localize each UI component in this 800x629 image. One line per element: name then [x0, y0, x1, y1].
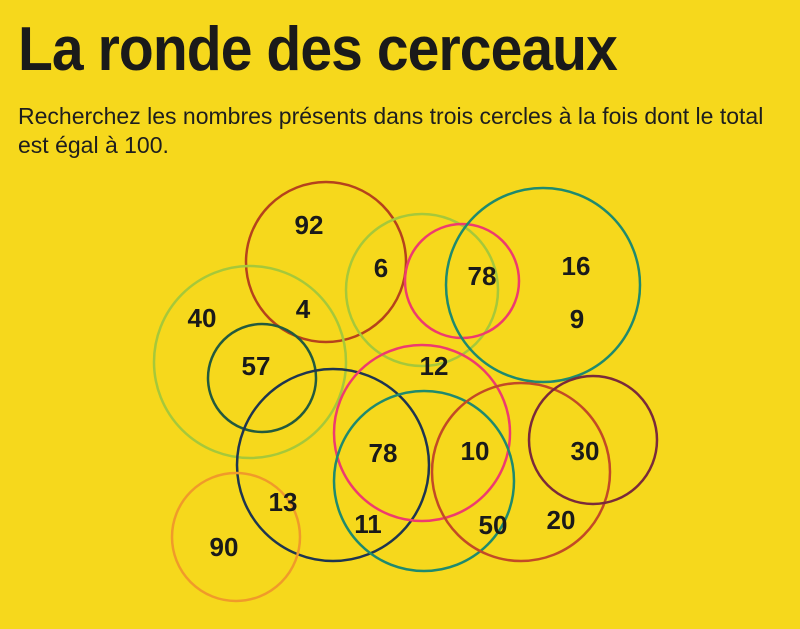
number-label: 13: [268, 487, 298, 517]
number-label: 4: [295, 294, 311, 324]
number-label: 30: [570, 436, 600, 466]
number-label: 10: [460, 436, 490, 466]
number-label: 40: [187, 303, 217, 333]
number-label: 78: [368, 438, 398, 468]
puzzle-title: La ronde des cerceaux: [18, 15, 617, 84]
puzzle-instructions: Recherchez les nombres présents dans trois cercles à la fois dont le total est égal à 100.: [18, 103, 764, 158]
circle-pink-top: [405, 224, 519, 338]
number-label: 20: [546, 505, 576, 535]
number-label: 57: [241, 351, 271, 381]
number-label: 90: [209, 532, 239, 562]
number-label: 9: [569, 304, 585, 334]
number-label: 92: [294, 210, 324, 240]
number-label: 50: [478, 510, 508, 540]
number-label: 16: [561, 251, 591, 281]
number-label: 11: [354, 509, 382, 539]
circle-brown: [432, 383, 610, 561]
number-label: 6: [373, 253, 389, 283]
circle-teal-bottom: [334, 391, 514, 571]
circle-navy: [237, 369, 429, 561]
number-label: 12: [419, 351, 449, 381]
number-label: 78: [467, 261, 497, 291]
